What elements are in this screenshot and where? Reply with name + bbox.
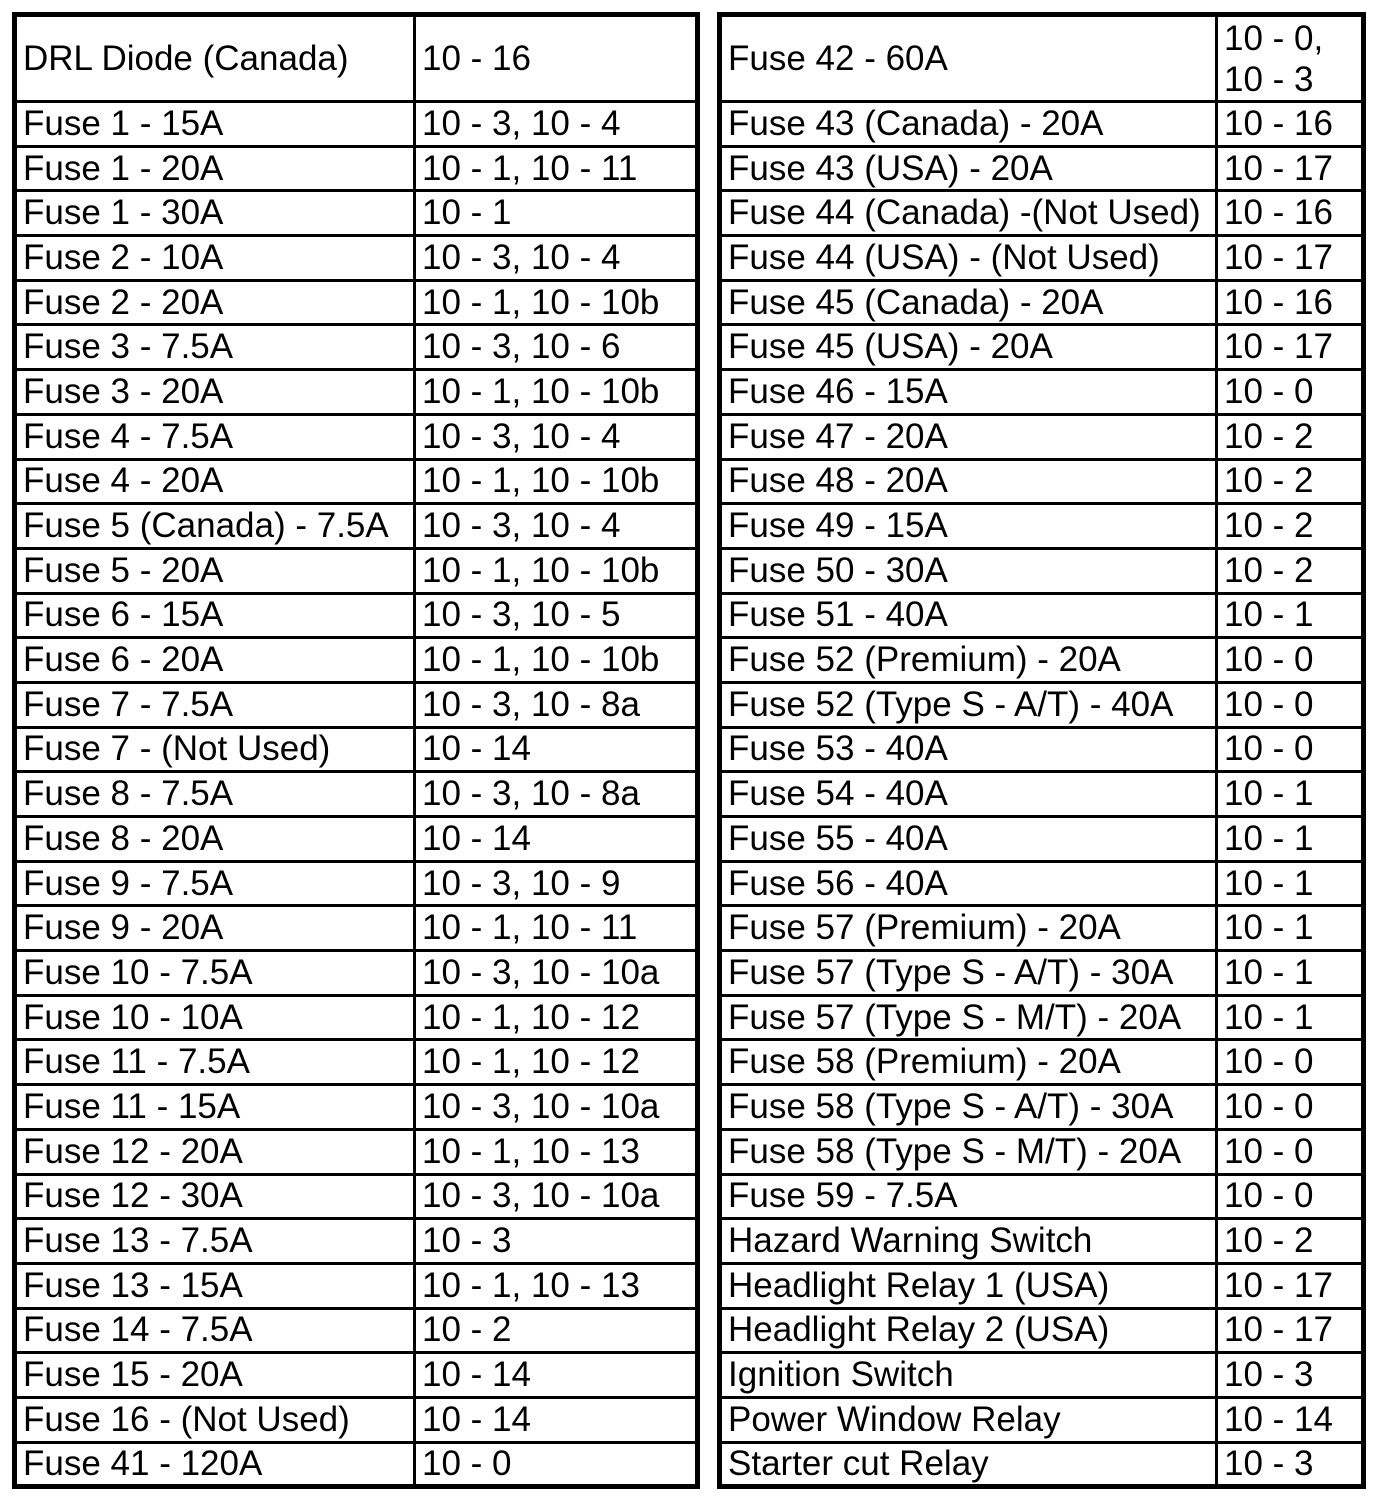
- table-row: [720, 1174, 1364, 1219]
- location-cell: 10 - 3, 10 - 5: [415, 593, 698, 638]
- table-row: [720, 102, 1364, 147]
- component-cell: Fuse 4 - 20A: [15, 459, 415, 504]
- table-row: [720, 548, 1364, 593]
- component-cell: Fuse 6 - 15A: [15, 593, 415, 638]
- table-row: [720, 1219, 1364, 1264]
- right-component-table: [717, 12, 1366, 1489]
- component-cell: Fuse 57 (Premium) - 20A: [720, 906, 1217, 951]
- location-cell: 10 - 2: [415, 1308, 698, 1353]
- location-cell: 10 - 3, 10 - 8a: [415, 772, 698, 817]
- component-cell: Fuse 9 - 7.5A: [15, 861, 415, 906]
- component-cell: Fuse 8 - 7.5A: [15, 772, 415, 817]
- component-cell: Fuse 5 (Canada) - 7.5A: [15, 504, 415, 549]
- table-row: [720, 146, 1364, 191]
- table-row: [720, 1040, 1364, 1085]
- right-table-body: [720, 15, 1364, 1487]
- table-row: [720, 593, 1364, 638]
- table-row: [720, 727, 1364, 772]
- table-row: [720, 772, 1364, 817]
- component-cell: Fuse 48 - 20A: [720, 459, 1217, 504]
- location-cell: 10 - 2: [1217, 504, 1364, 549]
- table-row: [720, 504, 1364, 549]
- location-cell: 10 - 3, 10 - 6: [415, 325, 698, 370]
- table-row: [15, 15, 698, 102]
- location-cell: 10 - 1: [1217, 861, 1364, 906]
- table-row: [720, 1397, 1364, 1442]
- component-cell: Fuse 57 (Type S - A/T) - 30A: [720, 951, 1217, 996]
- component-cell: Fuse 41 - 120A: [15, 1442, 415, 1487]
- component-cell: Fuse 14 - 7.5A: [15, 1308, 415, 1353]
- table-row: [15, 995, 698, 1040]
- table-row: [15, 1308, 698, 1353]
- table-row: [15, 1219, 698, 1264]
- location-cell: 10 - 1, 10 - 13: [415, 1129, 698, 1174]
- location-cell: 10 - 14: [415, 727, 698, 772]
- left-component-table: [12, 12, 700, 1489]
- component-cell: Fuse 13 - 7.5A: [15, 1219, 415, 1264]
- location-cell: 10 - 3, 10 - 4: [415, 102, 698, 147]
- location-cell: 10 - 3, 10 - 4: [415, 504, 698, 549]
- location-cell: 10 - 14: [1217, 1397, 1364, 1442]
- component-cell: Fuse 58 (Type S - A/T) - 30A: [720, 1085, 1217, 1130]
- location-cell: 10 - 0, 10 - 3: [1217, 15, 1364, 102]
- location-cell: 10 - 3, 10 - 10a: [415, 1085, 698, 1130]
- table-row: [15, 1442, 698, 1487]
- component-cell: Fuse 45 (USA) - 20A: [720, 325, 1217, 370]
- table-row: [15, 191, 698, 236]
- location-cell: 10 - 3: [415, 1219, 698, 1264]
- location-cell: 10 - 3, 10 - 10a: [415, 1174, 698, 1219]
- table-row: [720, 459, 1364, 504]
- component-cell: Fuse 52 (Premium) - 20A: [720, 638, 1217, 683]
- component-cell: Fuse 1 - 15A: [15, 102, 415, 147]
- table-row: [15, 682, 698, 727]
- location-cell: 10 - 3, 10 - 8a: [415, 682, 698, 727]
- location-cell: 10 - 16: [415, 15, 698, 102]
- component-cell: Fuse 44 (USA) - (Not Used): [720, 236, 1217, 281]
- table-row: [15, 1397, 698, 1442]
- component-cell: Fuse 43 (USA) - 20A: [720, 146, 1217, 191]
- table-row: [720, 325, 1364, 370]
- location-cell: 10 - 1, 10 - 10b: [415, 548, 698, 593]
- component-cell: Fuse 12 - 20A: [15, 1129, 415, 1174]
- component-cell: Fuse 56 - 40A: [720, 861, 1217, 906]
- location-cell: 10 - 16: [1217, 102, 1364, 147]
- component-cell: Fuse 44 (Canada) -(Not Used): [720, 191, 1217, 236]
- table-row: [15, 1040, 698, 1085]
- left-table-body: [15, 15, 698, 1487]
- location-cell: 10 - 0: [1217, 638, 1364, 683]
- table-row: [15, 727, 698, 772]
- table-row: [720, 1442, 1364, 1487]
- table-row: [15, 280, 698, 325]
- location-cell: 10 - 1, 10 - 11: [415, 146, 698, 191]
- component-cell: Starter cut Relay: [720, 1442, 1217, 1487]
- location-cell: 10 - 16: [1217, 280, 1364, 325]
- component-cell: Fuse 10 - 7.5A: [15, 951, 415, 996]
- table-row: [15, 459, 698, 504]
- component-cell: Fuse 9 - 20A: [15, 906, 415, 951]
- table-row: [720, 1263, 1364, 1308]
- location-cell: 10 - 2: [1217, 459, 1364, 504]
- location-cell: 10 - 1, 10 - 12: [415, 1040, 698, 1085]
- component-cell: Fuse 12 - 30A: [15, 1174, 415, 1219]
- component-cell: Fuse 58 (Type S - M/T) - 20A: [720, 1129, 1217, 1174]
- table-row: [15, 1263, 698, 1308]
- component-cell: Fuse 3 - 7.5A: [15, 325, 415, 370]
- location-cell: 10 - 1, 10 - 13: [415, 1263, 698, 1308]
- component-cell: DRL Diode (Canada): [15, 15, 415, 102]
- component-cell: Fuse 52 (Type S - A/T) - 40A: [720, 682, 1217, 727]
- table-row: [15, 817, 698, 862]
- component-cell: Power Window Relay: [720, 1397, 1217, 1442]
- table-row: [15, 1174, 698, 1219]
- table-row: [15, 236, 698, 281]
- location-cell: 10 - 0: [1217, 682, 1364, 727]
- component-cell: Fuse 43 (Canada) - 20A: [720, 102, 1217, 147]
- location-cell: 10 - 0: [1217, 1085, 1364, 1130]
- component-cell: Fuse 7 - (Not Used): [15, 727, 415, 772]
- location-cell: 10 - 1, 10 - 10b: [415, 638, 698, 683]
- component-cell: Headlight Relay 1 (USA): [720, 1263, 1217, 1308]
- component-cell: Fuse 51 - 40A: [720, 593, 1217, 638]
- location-cell: 10 - 2: [1217, 1219, 1364, 1264]
- component-cell: Fuse 42 - 60A: [720, 15, 1217, 102]
- location-cell: 10 - 3: [1217, 1353, 1364, 1398]
- table-row: [720, 1308, 1364, 1353]
- table-row: [15, 1085, 698, 1130]
- location-cell: 10 - 1, 10 - 11: [415, 906, 698, 951]
- table-row: [15, 370, 698, 415]
- component-cell: Fuse 50 - 30A: [720, 548, 1217, 593]
- table-row: [720, 414, 1364, 459]
- table-row: [720, 861, 1364, 906]
- location-cell: 10 - 17: [1217, 236, 1364, 281]
- component-cell: Fuse 16 - (Not Used): [15, 1397, 415, 1442]
- table-row: [720, 370, 1364, 415]
- component-cell: Headlight Relay 2 (USA): [720, 1308, 1217, 1353]
- location-cell: 10 - 1, 10 - 12: [415, 995, 698, 1040]
- location-cell: 10 - 1, 10 - 10b: [415, 370, 698, 415]
- location-cell: 10 - 0: [1217, 370, 1364, 415]
- location-cell: 10 - 2: [1217, 414, 1364, 459]
- location-cell: 10 - 1, 10 - 10b: [415, 459, 698, 504]
- location-cell: 10 - 3, 10 - 10a: [415, 951, 698, 996]
- component-cell: Fuse 58 (Premium) - 20A: [720, 1040, 1217, 1085]
- location-cell: 10 - 1: [1217, 817, 1364, 862]
- table-row: [720, 1129, 1364, 1174]
- component-cell: Fuse 59 - 7.5A: [720, 1174, 1217, 1219]
- location-cell: 10 - 2: [1217, 548, 1364, 593]
- component-cell: Ignition Switch: [720, 1353, 1217, 1398]
- table-row: [720, 951, 1364, 996]
- component-cell: Fuse 11 - 7.5A: [15, 1040, 415, 1085]
- component-cell: Fuse 11 - 15A: [15, 1085, 415, 1130]
- component-cell: Fuse 49 - 15A: [720, 504, 1217, 549]
- location-cell: 10 - 14: [415, 1397, 698, 1442]
- table-row: [720, 1085, 1364, 1130]
- component-cell: Fuse 55 - 40A: [720, 817, 1217, 862]
- table-row: [15, 414, 698, 459]
- table-row: [15, 102, 698, 147]
- component-cell: Fuse 1 - 30A: [15, 191, 415, 236]
- table-row: [15, 1129, 698, 1174]
- location-cell: 10 - 0: [415, 1442, 698, 1487]
- location-cell: 10 - 3, 10 - 4: [415, 236, 698, 281]
- location-cell: 10 - 14: [415, 817, 698, 862]
- location-cell: 10 - 1: [1217, 906, 1364, 951]
- component-cell: Fuse 45 (Canada) - 20A: [720, 280, 1217, 325]
- table-row: [15, 772, 698, 817]
- location-cell: 10 - 1, 10 - 10b: [415, 280, 698, 325]
- location-cell: 10 - 1: [1217, 995, 1364, 1040]
- location-cell: 10 - 17: [1217, 1263, 1364, 1308]
- location-cell: 10 - 1: [415, 191, 698, 236]
- table-row: [15, 951, 698, 996]
- location-cell: 10 - 3: [1217, 1442, 1364, 1487]
- table-row: [720, 995, 1364, 1040]
- table-row: [720, 15, 1364, 102]
- table-row: [15, 146, 698, 191]
- table-row: [720, 280, 1364, 325]
- table-row: [720, 191, 1364, 236]
- location-cell: 10 - 0: [1217, 1040, 1364, 1085]
- table-row: [720, 638, 1364, 683]
- location-cell: 10 - 0: [1217, 727, 1364, 772]
- component-cell: Fuse 46 - 15A: [720, 370, 1217, 415]
- component-cell: Fuse 53 - 40A: [720, 727, 1217, 772]
- location-cell: 10 - 14: [415, 1353, 698, 1398]
- location-cell: 10 - 3, 10 - 9: [415, 861, 698, 906]
- location-cell: 10 - 17: [1217, 146, 1364, 191]
- table-row: [15, 638, 698, 683]
- component-cell: Fuse 3 - 20A: [15, 370, 415, 415]
- location-cell: 10 - 0: [1217, 1129, 1364, 1174]
- table-row: [720, 817, 1364, 862]
- component-cell: Fuse 13 - 15A: [15, 1263, 415, 1308]
- location-cell: 10 - 1: [1217, 772, 1364, 817]
- component-cell: Fuse 54 - 40A: [720, 772, 1217, 817]
- location-cell: 10 - 1: [1217, 951, 1364, 996]
- table-row: [720, 1353, 1364, 1398]
- component-cell: Fuse 8 - 20A: [15, 817, 415, 862]
- component-cell: Fuse 15 - 20A: [15, 1353, 415, 1398]
- table-row: [15, 1353, 698, 1398]
- component-cell: Fuse 4 - 7.5A: [15, 414, 415, 459]
- component-cell: Fuse 1 - 20A: [15, 146, 415, 191]
- table-row: [15, 548, 698, 593]
- component-cell: Fuse 10 - 10A: [15, 995, 415, 1040]
- table-row: [720, 906, 1364, 951]
- component-cell: Fuse 7 - 7.5A: [15, 682, 415, 727]
- table-row: [15, 504, 698, 549]
- table-row: [15, 861, 698, 906]
- table-row: [15, 325, 698, 370]
- location-cell: 10 - 17: [1217, 325, 1364, 370]
- table-row: [720, 682, 1364, 727]
- location-cell: 10 - 1: [1217, 593, 1364, 638]
- location-cell: 10 - 3, 10 - 4: [415, 414, 698, 459]
- location-cell: 10 - 16: [1217, 191, 1364, 236]
- component-cell: Fuse 5 - 20A: [15, 548, 415, 593]
- location-cell: 10 - 0: [1217, 1174, 1364, 1219]
- table-row: [720, 236, 1364, 281]
- component-cell: Fuse 6 - 20A: [15, 638, 415, 683]
- component-cell: Fuse 2 - 20A: [15, 280, 415, 325]
- component-cell: Hazard Warning Switch: [720, 1219, 1217, 1264]
- table-row: [15, 906, 698, 951]
- table-row: [15, 593, 698, 638]
- component-cell: Fuse 2 - 10A: [15, 236, 415, 281]
- location-cell: 10 - 17: [1217, 1308, 1364, 1353]
- component-cell: Fuse 47 - 20A: [720, 414, 1217, 459]
- component-cell: Fuse 57 (Type S - M/T) - 20A: [720, 995, 1217, 1040]
